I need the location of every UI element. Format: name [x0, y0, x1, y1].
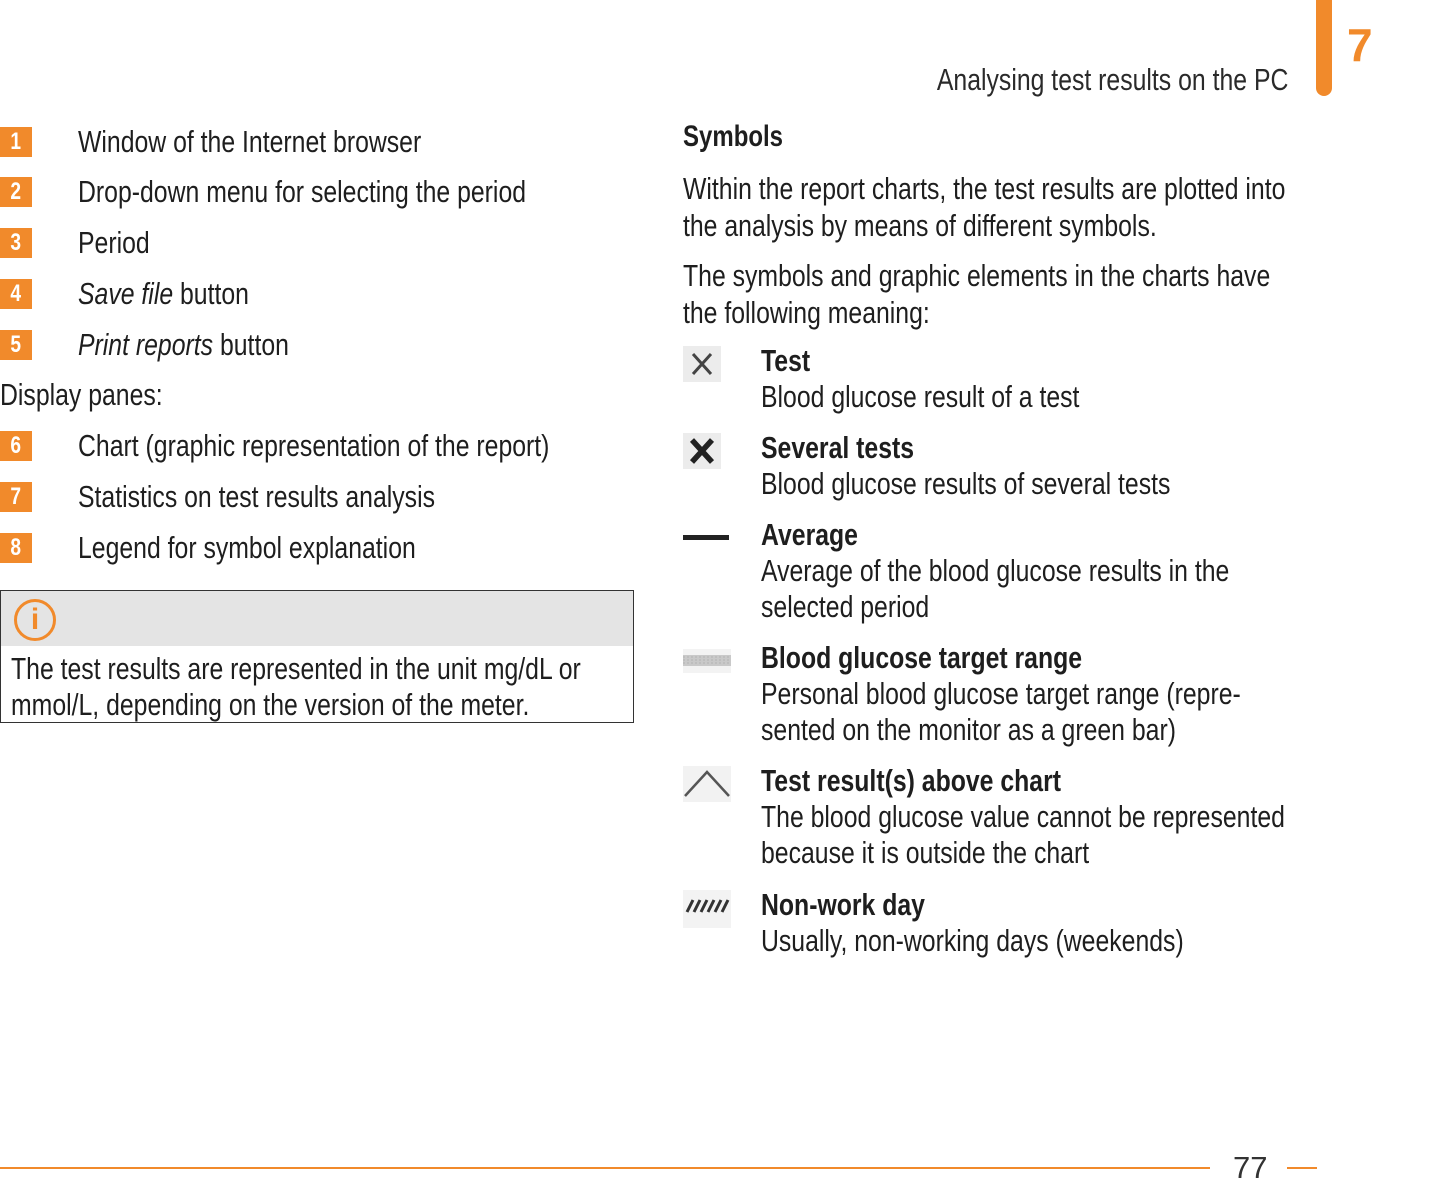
- item-text: Legend for symbol explanation: [78, 530, 416, 565]
- number-badge: 4: [0, 279, 32, 309]
- item-text: Print reports button: [78, 327, 289, 362]
- line-icon: [683, 520, 731, 560]
- header-title: Analysing test results on the PC: [936, 62, 1288, 97]
- info-box: [0, 590, 634, 723]
- item-text: Save file button: [78, 276, 249, 311]
- info-header: [1, 591, 633, 646]
- item-text: Drop-down menu for selecting the period: [78, 174, 527, 209]
- item-text: Chart (graphic representation of the report): [78, 428, 550, 463]
- hatch-icon: [683, 890, 731, 930]
- x-icon: [683, 346, 731, 386]
- symbol-title: Test result(s) above chart: [761, 763, 1061, 798]
- symbol-desc: Personal blood glucose target range (repre-: [761, 676, 1241, 711]
- footer-rule-right: [1287, 1167, 1317, 1169]
- number-badge: 7: [0, 482, 32, 512]
- symbol-desc: Average of the blood glucose results in the: [761, 553, 1230, 588]
- info-icon: i: [14, 599, 56, 641]
- target-band-icon: [683, 643, 731, 683]
- symbol-title: Non-work day: [761, 887, 925, 922]
- symbol-title: Blood glucose target range: [761, 640, 1083, 675]
- number-badge: 6: [0, 431, 32, 461]
- number-badge: 3: [0, 228, 32, 258]
- symbol-desc: Blood glucose result of a test: [761, 379, 1080, 414]
- symbol-title: Test: [761, 343, 811, 378]
- number-badge: 5: [0, 330, 32, 360]
- symbol-desc: The blood glucose value cannot be represented: [761, 799, 1285, 834]
- footer-rule: [0, 1167, 1210, 1169]
- symbol-title: Several tests: [761, 430, 915, 465]
- symbol-desc: Blood glucose results of several tests: [761, 466, 1171, 501]
- display-panes-label: Display panes:: [0, 377, 163, 412]
- bold-x-icon: [683, 433, 731, 473]
- chevron-up-icon: [683, 766, 731, 806]
- symbol-title: Average: [761, 517, 858, 552]
- item-italic: Print reports: [78, 327, 214, 362]
- symbols-heading: Symbols: [683, 120, 784, 153]
- chapter-number: 7: [1347, 19, 1373, 71]
- item-text: Period: [78, 225, 150, 260]
- number-badge: 8: [0, 533, 32, 563]
- symbol-desc: Usually, non-working days (weekends): [761, 923, 1184, 958]
- intro-paragraph: Within the report charts, the test results are plotted into the analysis by means of different symbols.: [683, 171, 1286, 243]
- symbol-desc: sented on the monitor as a green bar): [761, 712, 1176, 747]
- page-number: 77: [1233, 1150, 1268, 1185]
- chapter-tab: [1316, 0, 1332, 96]
- info-text: The test results are represented in the unit mg/dL or mmol/L, depending on the version of the meter.: [11, 651, 581, 722]
- item-text: Statistics on test results analysis: [78, 479, 435, 514]
- intro-paragraph-2: The symbols and graphic elements in the charts have the following meaning:: [683, 258, 1271, 330]
- symbol-desc: selected period: [761, 589, 930, 624]
- symbol-desc: because it is outside the chart: [761, 835, 1090, 870]
- item-text: Window of the Internet browser: [78, 124, 422, 159]
- number-badge: 2: [0, 177, 32, 207]
- number-badge: 1: [0, 127, 32, 157]
- item-italic: Save file: [78, 276, 174, 311]
